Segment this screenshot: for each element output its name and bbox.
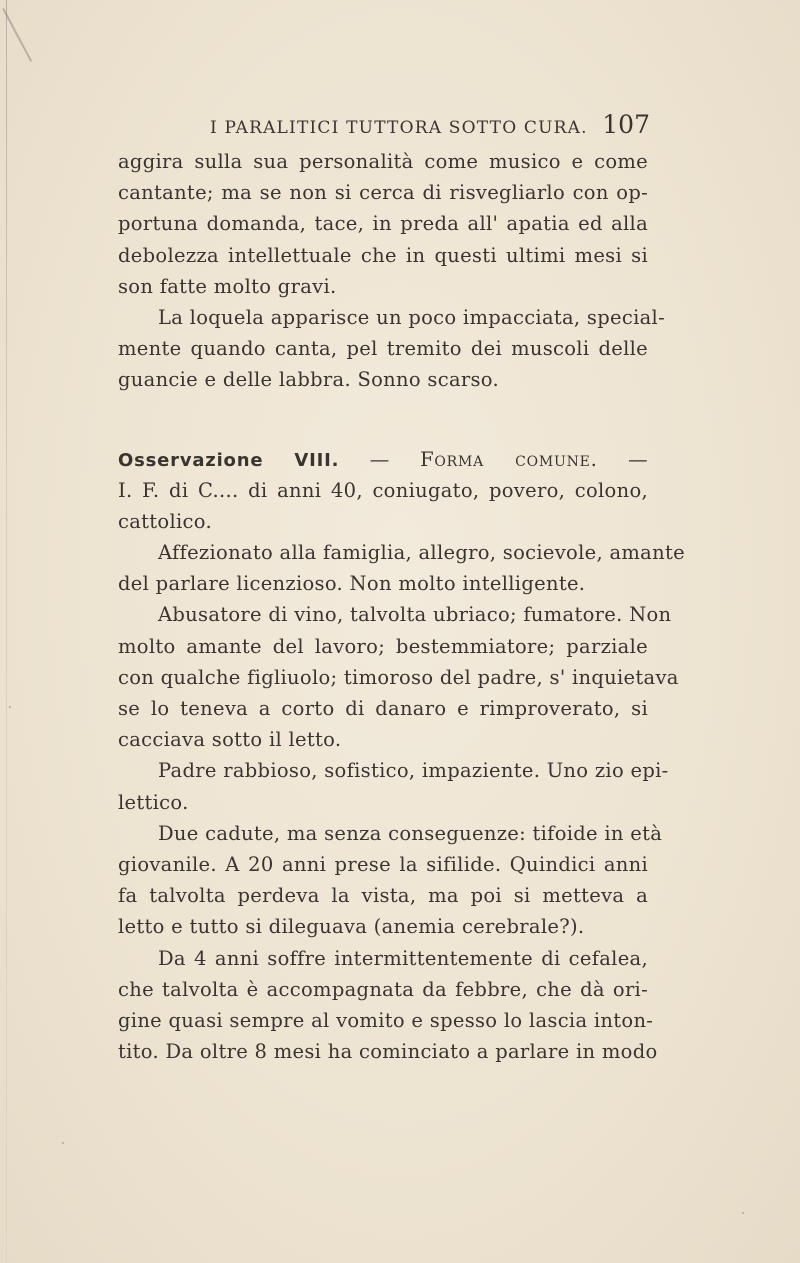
text-line: guancie e delle labbra. Sonno scarso. [118, 368, 499, 392]
text-line: son fatte molto gravi. [118, 274, 337, 298]
paper-speck [62, 1142, 64, 1144]
text-line: cattolico. [118, 509, 212, 533]
text-line: cantante; ma se non si cerca di risvegliarlo con op- [118, 181, 648, 205]
text-line: lettico. [118, 790, 189, 814]
paper-speck [9, 706, 11, 708]
text-line: tito. Da oltre 8 mesi ha cominciato a parlare in modo [118, 1040, 658, 1064]
text-line: gine quasi sempre al vomito e spesso lo lascia inton- [118, 1008, 654, 1032]
text-line: che talvolta è accompagnata da febbre, che dà ori- [118, 977, 648, 1001]
text-line: fa talvolta perdeva la vista, ma poi si metteva a [118, 884, 648, 908]
running-title: I PARALITICI TUTTORA SOTTO CURA. [210, 118, 588, 138]
text-line: se lo teneva a corto di danaro e rimproverato, si [118, 697, 648, 720]
text-line: Due cadute, ma senza conseguenze: tifoide in età [158, 821, 663, 845]
page-edge [6, 0, 7, 1263]
text-line: molto amante del lavoro; bestemmiatore; parziale [118, 634, 648, 658]
text-line: giovanile. A 20 anni prese la sifilide. Quindici anni [118, 852, 648, 876]
text-line: Da 4 anni soffre intermittentemente di cefalea, [158, 946, 648, 970]
text-line: letto e tutto si dileguava (anemia cerebrale?). [118, 915, 585, 939]
text-line: mente quando canta, pel tremito dei muscoli delle [118, 337, 648, 361]
text-line: I. F. di C.... di anni 40, coniugato, povero, colono, [118, 478, 648, 502]
observation-title: Osservazione VIII. [118, 449, 340, 471]
text-line: portuna domanda, tace, in preda all' apatia ed alla [118, 212, 648, 236]
observation-heading: Osservazione VIII. — Forma comune. — [118, 447, 648, 471]
paper-speck [742, 1212, 744, 1214]
body-text [118, 146, 685, 1067]
page-number: 107 [602, 110, 650, 139]
text-line: Padre rabbioso, sofistico, impaziente. Uno zio epi- [158, 759, 669, 783]
text-line: aggira sulla sua personalità come musico e come [118, 150, 648, 173]
text-line: con qualche figliuolo; timoroso del padre, s' inquietava [118, 665, 679, 689]
text-line: Affezionato alla famiglia, allegro, socievole, amante [158, 541, 685, 565]
observation-form: Forma comune. [420, 447, 598, 471]
page-header [210, 108, 650, 144]
text-line: debolezza intellettuale che in questi ultimi mesi si [118, 243, 648, 267]
text-line: del parlare licenzioso. Non molto intelligente. [118, 572, 586, 596]
text-line: La loquela apparisce un poco impacciata, special- [158, 305, 665, 329]
text-line: Abusatore di vino, talvolta ubriaco; fumatore. Non [158, 603, 672, 627]
text-line: cacciava sotto il letto. [118, 728, 342, 752]
